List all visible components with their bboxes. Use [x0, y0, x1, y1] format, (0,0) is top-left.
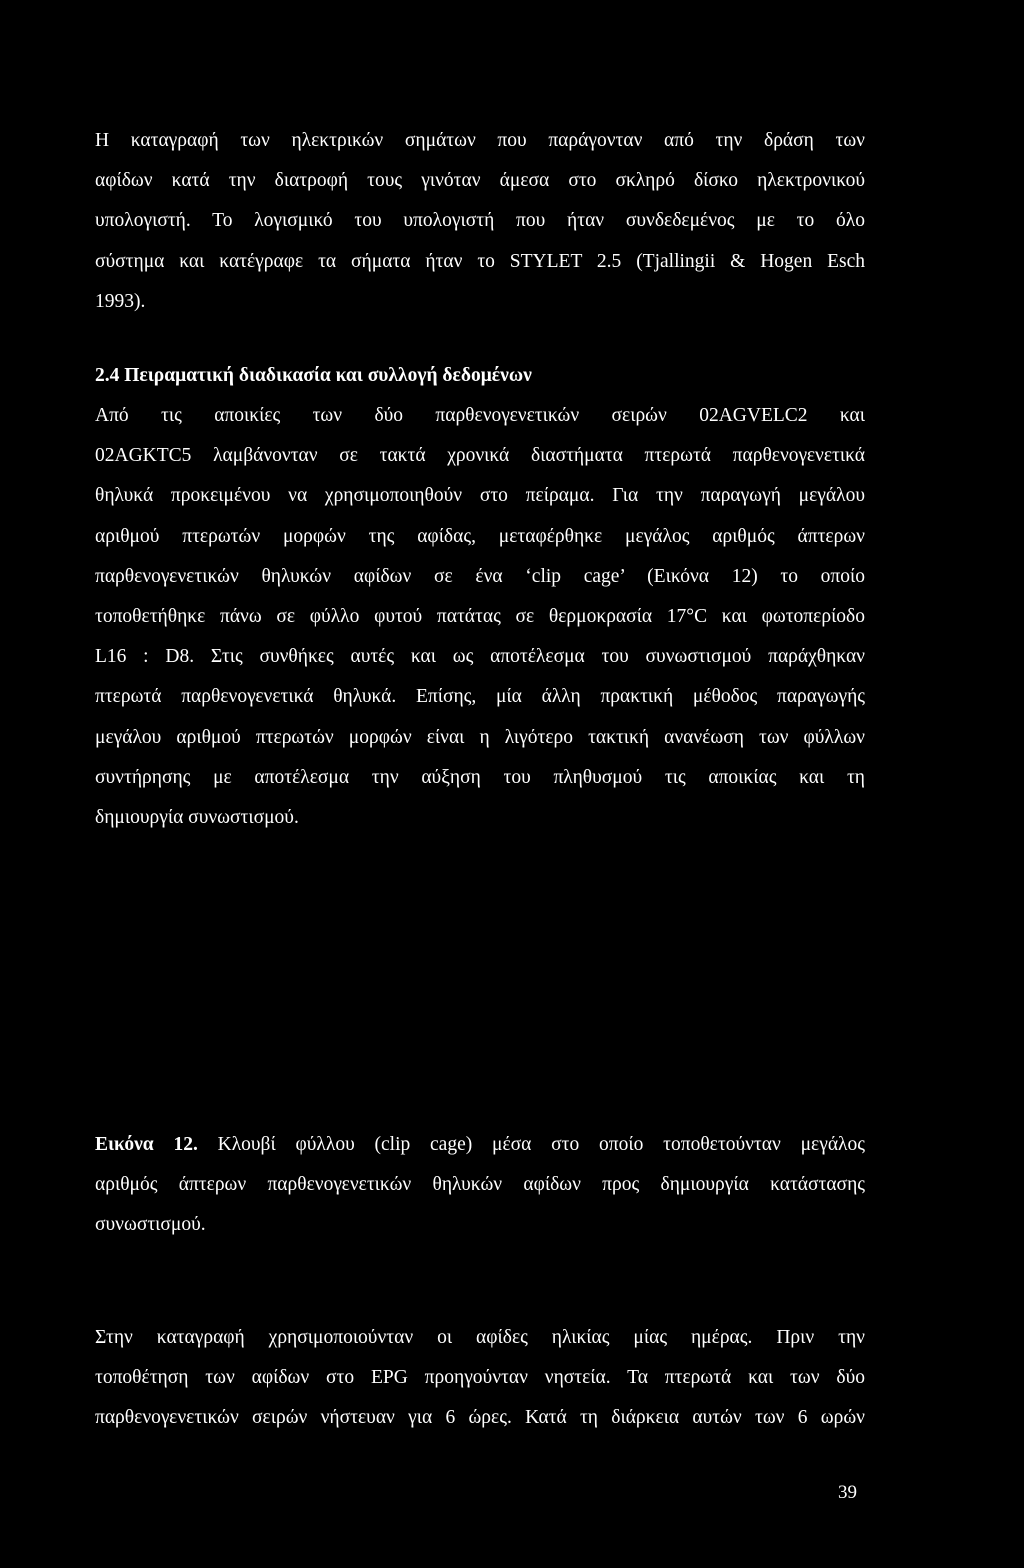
text-line: 02AGKTC5 λαμβάνονταν σε τακτά χρονικά διαστήματα πτερωτά παρθενογενετικά	[95, 445, 865, 467]
text-line: αφίδων κατά την διατροφή τους γινόταν άμεσα στο σκληρό δίσκο ηλεκτρονικού	[95, 170, 865, 192]
page-number: 39	[838, 1482, 857, 1503]
text-line: μεγάλου αριθμού πτερωτών μορφών είναι η λιγότερο τακτική ανανέωση των φύλλων	[95, 726, 865, 748]
section-heading: 2.4 Πειραματική διαδικασία και συλλογή δεδομένων	[95, 365, 532, 386]
paragraph-recording-method	[95, 121, 865, 322]
text-line: παρθενογενετικών σειρών νήστευαν για 6 ώρες. Κατά τη διάρκεια αυτών των 6 ωρών	[95, 1407, 865, 1429]
text-line: αριθμός άπτερων παρθενογενετικών θηλυκών αφίδων προς δημιουργία κατάστασης	[95, 1174, 865, 1196]
text-line: θηλυκά προκειμένου να χρησιμοποιηθούν στο πείραμα. Για την παραγωγή μεγάλου	[95, 485, 865, 507]
text-line: υπολογιστή. Το λογισμικό του υπολογιστή που ήταν συνδεδεμένος με το όλο	[95, 210, 865, 232]
caption-first-line	[95, 1125, 865, 1165]
text-line: L16 : D8. Στις συνθήκες αυτές και ως αποτέλεσμα του συνωστισμού παράχθηκαν	[95, 646, 865, 668]
text-line: τοποθετήθηκε πάνω σε φύλλο φυτού πατάτας σε θερμοκρασία 17°C και φωτοπερίοδο	[95, 606, 865, 628]
text-line: αριθμού πτερωτών μορφών της αφίδας, μεταφέρθηκε μεγάλος αριθμός άπτερων	[95, 525, 865, 547]
text-line: Η καταγραφή των ηλεκτρικών σημάτων που παράγονταν από την δράση των	[95, 130, 865, 151]
text-line: συνωστισμού.	[95, 1214, 206, 1236]
text-line: συντήρησης με αποτέλεσμα την αύξηση του πληθυσμού τις αποικίας και τη	[95, 766, 865, 788]
caption-text: Κλουβί φύλλου (clip cage) μέσα στο οποίο τοποθετούνταν μεγάλος	[197, 1134, 865, 1155]
text-line: παρθενογενετικών θηλυκών αφίδων σε ένα ‘clip cage’ (Εικόνα 12) το οποίο	[95, 565, 865, 587]
text-line: Στην καταγραφή χρησιμοποιούνταν οι αφίδες ηλικίας μίας ημέρας. Πριν την	[95, 1327, 865, 1348]
figure-caption	[95, 1125, 865, 1246]
text-line: πτερωτά παρθενογενετικά θηλυκά. Επίσης, μία άλλη πρακτική μέθοδος παραγωγής	[95, 686, 865, 708]
paragraph-experimental-procedure	[95, 396, 865, 838]
text-line: δημιουργία συνωστισμού.	[95, 807, 299, 829]
caption-label: Εικόνα 12.	[95, 1134, 198, 1155]
paragraph-recording-conditions	[95, 1318, 865, 1439]
text-line: σύστημα και κατέγραφε τα σήματα ήταν το STYLET 2.5 (Tjallingii & Hogen Esch	[95, 250, 865, 272]
text-line: τοποθέτηση των αφίδων στο EPG προηγούνταν νηστεία. Τα πτερωτά και των δύο	[95, 1367, 865, 1389]
text-line: Από τις αποικίες των δύο παρθενογενετικών σειρών 02AGVELC2 και	[95, 405, 865, 426]
text-line: 1993).	[95, 290, 146, 312]
